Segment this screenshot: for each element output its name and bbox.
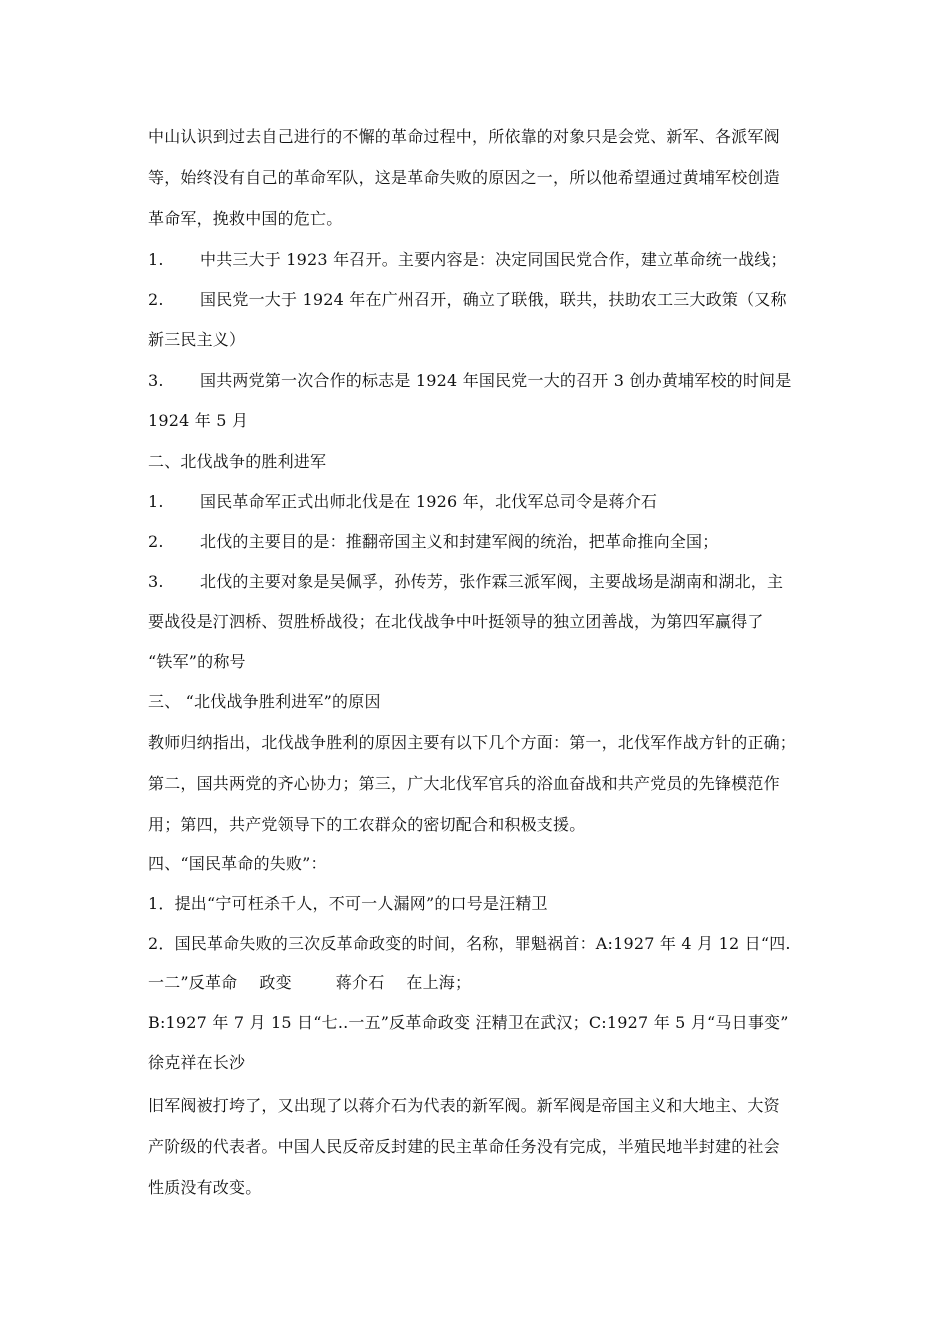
list-item-text: 国民革命军正式出师北伐是在 1926 年，北伐军总司令是蒋介石 (200, 492, 658, 511)
text-line: B:1927 年 7 月 15 日“七..一五”反革命政变 汪精卫在武汉；C:1927 年 5 月“马日事变” (148, 1013, 789, 1032)
list-item-text: 国民党一大于 1924 年在广州召开，确立了联俄，联共，扶助农工三大政策（又称 (200, 290, 787, 309)
text-line: 1．提出“宁可枉杀千人，不可一人漏网”的口号是汪精卫 (148, 894, 548, 913)
list-item (148, 532, 808, 552)
text-line: 产阶级的代表者。中国人民反帝反封建的民主革命任务没有完成，半殖民地半封建的社会 (148, 1137, 780, 1156)
list-item-text: 国共两党第一次合作的标志是 1924 年国民党一大的召开 3 创办黄埔军校的时间是 (200, 371, 792, 390)
list-item (148, 250, 808, 270)
list-number: 2. (148, 290, 164, 309)
text-segment: 一二”反革命 (148, 973, 238, 992)
list-number: 2. (148, 532, 164, 551)
list-number: 1. (148, 492, 164, 511)
text-line: 旧军阀被打垮了，又出现了以蒋介石为代表的新军阀。新军阀是帝国主义和大地主、大资 (148, 1096, 780, 1115)
list-item-text: 北伐的主要目的是：推翻帝国主义和封建军阀的统治，把革命推向全国； (200, 532, 719, 551)
text-line: 教师归纳指出，北伐战争胜利的原因主要有以下几个方面：第一，北伐军作战方针的正确； (148, 733, 797, 752)
text-line: 要战役是汀泗桥、贺胜桥战役；在北伐战争中叶挺领导的独立团善战，为第四军赢得了 (148, 612, 764, 631)
text-line: 2．国民革命失败的三次反革命政变的时间，名称，罪魁祸首：A:1927 年 4 月 12 日“四. (148, 934, 791, 953)
list-number: 3. (148, 572, 164, 591)
section-heading: 三、 “北伐战争胜利进军”的原因 (148, 692, 381, 711)
list-item (148, 290, 808, 310)
text-line (148, 973, 808, 993)
text-line: 第二，国共两党的齐心协力；第三，广大北伐军官兵的浴血奋战和共产党员的先锋模范作 (148, 774, 780, 793)
text-line: 新三民主义） (148, 330, 246, 349)
text-line: 1924 年 5 月 (148, 411, 249, 430)
text-segment: 蒋介石 (335, 973, 385, 992)
list-number: 3. (148, 371, 164, 390)
text-segment: 在上海； (406, 973, 472, 992)
text-line: 等，始终没有自己的革命军队，这是革命失败的原因之一，所以他希望通过黄埔军校创造 (148, 168, 780, 187)
text-line: “铁军”的称号 (148, 652, 246, 671)
list-item (148, 371, 808, 391)
text-line: 中山认识到过去自己进行的不懈的革命过程中，所依靠的对象只是会党、新军、各派军阀 (148, 127, 780, 146)
list-number: 1. (148, 250, 164, 269)
text-line: 革命军，挽救中国的危亡。 (148, 209, 343, 228)
section-heading: 四、“国民革命的失败”： (148, 854, 327, 873)
text-line: 徐克祥在长沙 (148, 1053, 246, 1072)
section-heading: 二、北伐战争的胜利进军 (148, 452, 327, 471)
text-segment: 政变 (259, 973, 292, 992)
list-item (148, 572, 808, 592)
list-item (148, 492, 808, 512)
list-item-text: 北伐的主要对象是吴佩孚，孙传芳，张作霖三派军阀，主要战场是湖南和湖北，主 (200, 572, 784, 591)
text-line: 性质没有改变。 (148, 1178, 262, 1197)
text-line: 用；第四，共产党领导下的工农群众的密切配合和积极支援。 (148, 815, 586, 834)
list-item-text: 中共三大于 1923 年召开。主要内容是：决定同国民党合作，建立革命统一战线； (200, 250, 787, 269)
